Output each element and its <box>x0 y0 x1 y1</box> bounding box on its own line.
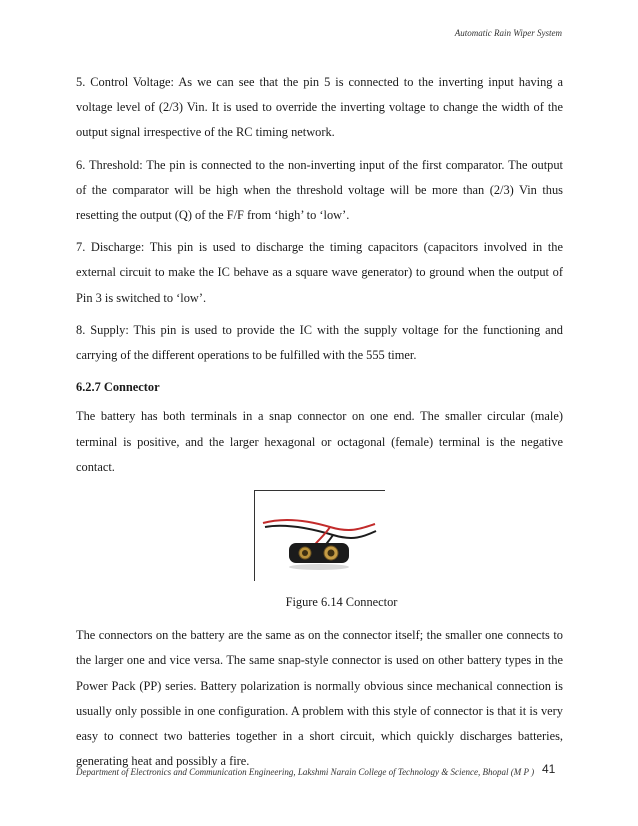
figure <box>76 490 563 584</box>
page-number: 41 <box>542 762 556 776</box>
pin-6-description: 6. Threshold: The pin is connected to the non-inverting input of the first comparator. The output of the comparator will be high when the threshold voltage will be more than (2/3) Vin thus resetting the output (Q) of the F/F from ‘high’ to ‘low’. <box>76 157 563 223</box>
section-heading: 6.2.7 Connector <box>76 380 160 395</box>
pin-8-description: 8. Supply: This pin is used to provide the IC with the supply voltage for the functioning and carrying of the different operations to be fulfilled with the 555 timer. <box>76 322 563 363</box>
figure-frame <box>254 490 385 581</box>
pin-5-description: 5. Control Voltage: As we can see that the pin 5 is connected to the inverting input having a voltage level of (2/3) Vin. It is used to override the inverting voltage to change the width of the output signal irrespective of the RC timing network. <box>76 75 563 140</box>
battery-snap-connector-image <box>255 491 385 581</box>
connector-intro: The battery has both terminals in a snap connector on one end. The smaller circular (male) terminal is positive, and the larger hexagonal or octagonal (female) terminal is the negative contact. <box>76 409 563 474</box>
running-header: Automatic Rain Wiper System <box>454 28 562 38</box>
pin-7-description: 7. Discharge: This pin is used to discharge the timing capacitors (capacitors involved in the external circuit to make the IC behave as a square wave generator) to ground when the output of Pin 3 is switched to ‘low’. <box>76 240 563 305</box>
page-footer: Department of Electronics and Communication Engineering, Lakshmi Narain College of Technology & Science, Bhopal (M P ) <box>76 767 535 777</box>
figure-caption: Figure 6.14 Connector <box>285 595 398 610</box>
closing-paragraph: The connectors on the battery are the same as on the connector itself; the smaller one connects to the larger one and vice versa. The same snap-style connector is used on other battery types in the Power Pack (PP) series. Battery polarization is normally obvious since mechanical connection is usually only possible in one configuration. A problem with this style of connector is that it is very easy to connect two batteries together in a short circuit, which quickly discharges batteries, generating heat and possibly a fire. <box>76 628 563 769</box>
page-body <box>76 70 563 781</box>
